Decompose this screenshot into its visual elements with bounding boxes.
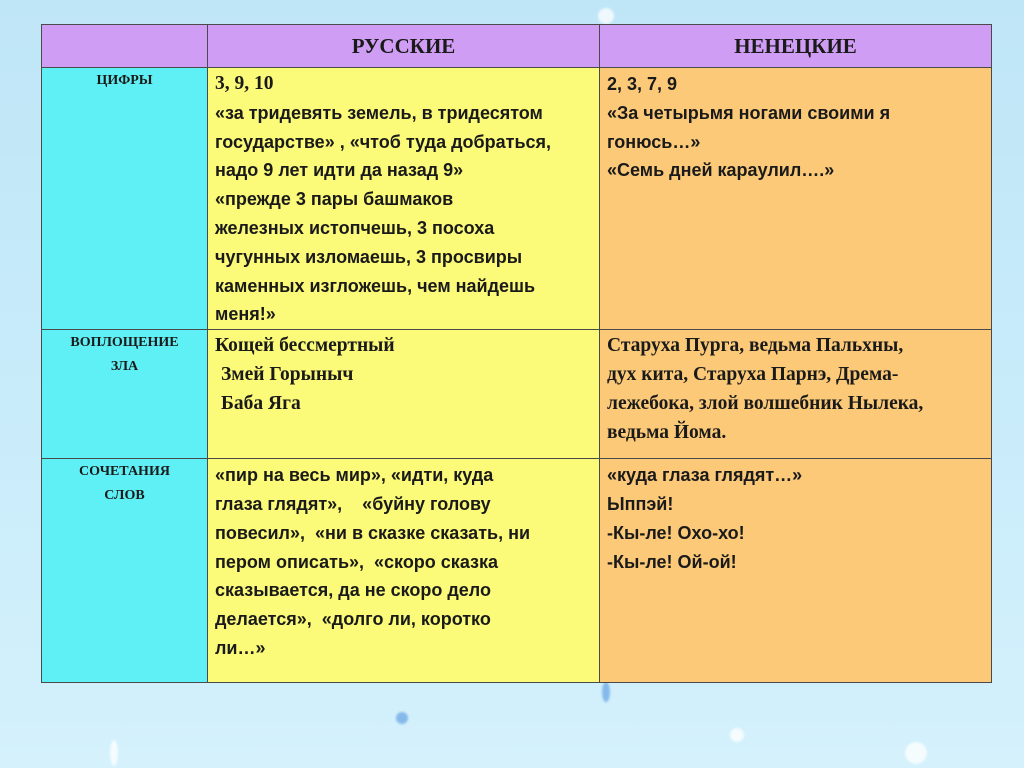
background-sparkle: [730, 728, 744, 742]
row-label-numbers: ЦИФРЫ: [42, 68, 208, 330]
russian-evil-cell: Кощей бессмертный Змей Горыныч Баба Яга: [208, 330, 600, 459]
nenets-evil-cell: Старуха Пурга, ведьма Пальхны, дух кита, Старуха Парнэ, Дрема- лежебока, злой волшебник Нылека, ведьма Йома.: [600, 330, 992, 459]
header-empty-cell: [42, 25, 208, 68]
russian-numbers-cell: 3, 9, 10 «за тридевять земель, в тридесятом государстве» , «чтоб туда добраться, надо 9 лет идти да назад 9» «прежде 3 пары башмаков железных истопчешь, 3 посоха чугунных изломаешь, 3 просвиры каменных изгложешь, чем найдешь меня!»: [208, 68, 600, 330]
row-label-embodiment-of-evil: ВОПЛОЩЕНИЕ ЗЛА: [42, 330, 208, 459]
background-sparkle: [598, 8, 614, 24]
russian-phrases-cell: «пир на весь мир», «идти, куда глаза глядят», «буйну голову повесил», «ни в сказке сказать, ни пером описать», «скоро сказка сказывается, да не скоро дело делается», «долго ли, коротко ли…»: [208, 459, 600, 683]
background-sparkle: [602, 682, 610, 702]
table-row: [42, 459, 992, 683]
table-header-row: [42, 25, 992, 68]
comparison-table: [41, 24, 992, 683]
header-russian: РУССКИЕ: [208, 25, 600, 68]
nenets-numbers-cell: 2, 3, 7, 9 «За четырьмя ногами своими я гонюсь…» «Семь дней караулил….»: [600, 68, 992, 330]
background-sparkle: [396, 712, 408, 724]
nenets-phrases-cell: «куда глаза глядят…» Ыппэй! -Кы-ле! Охо-хо! -Кы-ле! Ой-ой!: [600, 459, 992, 683]
row-label-word-combinations: СОЧЕТАНИЯ СЛОВ: [42, 459, 208, 683]
header-nenets: НЕНЕЦКИЕ: [600, 25, 992, 68]
table-row: [42, 330, 992, 459]
table-row: [42, 68, 992, 330]
background-sparkle: [110, 740, 118, 766]
background-sparkle: [905, 742, 927, 764]
